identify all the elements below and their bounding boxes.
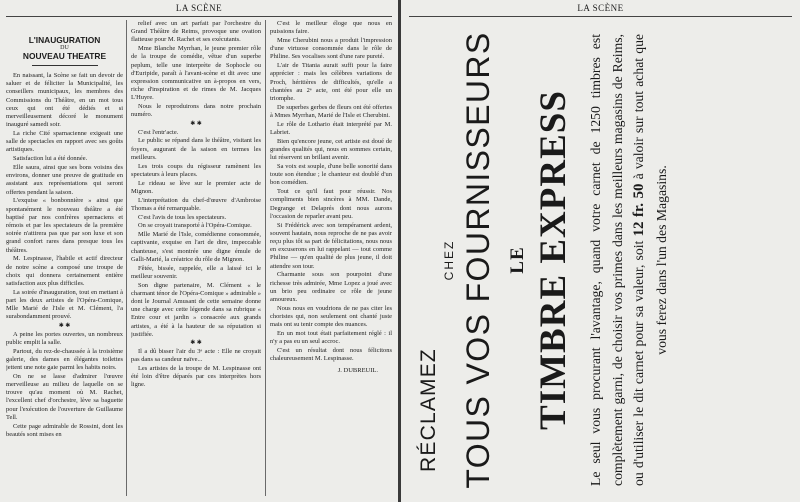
timbre-express-advertisement: [411, 22, 791, 498]
article-paragraph: M. Lespinasse, l'habile et actif directeur de notre scène a composé une troupe de choix qui donnera certainement entière satisfaction aux plus difficiles.: [6, 255, 123, 288]
article-paragraph: Le public se répand dans le théâtre, visitant les foyers, augurant de la saison en termes les meilleurs.: [131, 137, 261, 161]
column-rule: [126, 20, 127, 496]
article-paragraph: En naissant, la Scène se fait un devoir de saluer et de féliciter la Municipalité, les conseillers municipaux, les membres des Commissions du Théâtre, en un mot tous ceux qui ont été dédiés et si merveilleusement décoré le monument inauguré samedi soir.: [6, 72, 123, 129]
article-paragraph: Elle saura, ainsi que ses bons voisins des environs, donner une preuve de gratitude en assistant aux représentations qui seront offertes pendant la saison.: [6, 164, 123, 196]
article-paragraph: Il a dû bisser l'air du 3ᵉ acte : Elle ne croyait pas dans sa candeur naïve...: [131, 348, 261, 364]
article-paragraph: Mme Blanche Myrrhan, le jeune premier rôle de la troupe de comédie, vêtue d'un superbe peplum, telle une interprète de Sophocle ou d'Euripide, paraît à l'avant-scène et dit avec une expression communicative un à-propos en vers, riche d'inspiration et de rimes de M. Jacques L'Huyre.: [131, 45, 261, 102]
article-paragraph: relief avec un art parfait par l'orchestre du Grand Théâtre de Reims, provoque une ovation flatteuse pour M. Rachet et ses exécutants.: [131, 20, 261, 44]
article-paragraph: On se croyait transporté à l'Opéra-Comique.: [138, 222, 252, 230]
left-page: [0, 0, 398, 502]
article-paragraph: De superbes gerbes de fleurs ont été offertes à Mmes Myrrhan, Marié de l'Isle et Cherubini.: [270, 103, 392, 120]
article-paragraph: Nous nous en voudrions de ne pas citer les choristes qui, non seulement ont chanté juste mais ont su tenir compte des nuances.: [270, 304, 392, 329]
article-paragraph: C'est le meilleur éloge que nous en puissions faire.: [270, 20, 392, 36]
article-paragraph: La riche Cité sparnacienne exigeait une salle de spectacles en rapport avec ses goûts artistiques.: [6, 130, 123, 154]
article-title-2: NOUVEAU THEATRE: [22, 51, 107, 61]
article-paragraph: C'est l'avis de tous les spectateurs.: [138, 213, 227, 221]
article-paragraph: Mme Cherubini nous a produit l'impression d'une virtuose consommée dans le rôle de Philine. Ses vocalises sont d'une rare pureté.: [270, 37, 392, 61]
title-rule: [32, 65, 98, 66]
article-title-du: DU: [60, 45, 69, 51]
article-paragraph: Sa voix est souple, d'une belle sonorité dans toute son étendue ; le chanteur est doublé d'un bon comédien.: [270, 163, 392, 187]
article-paragraph: Les trois coups du régisseur ramènent les spectateurs à leurs places.: [131, 162, 261, 178]
header-rule: [409, 16, 792, 17]
ad-body-text: [585, 34, 672, 486]
article-paragraph: Cette page admirable de Rossini, dont les beautés sont mises en: [6, 422, 123, 438]
article-paragraph: Si Frédérick avec son tempérament ardent, souvent hautain, nous reproche de ne pas avoir reçu plus tôt sa part de félicitations, nous nous en excuserons en lui rappelant — tout comme Philine — qu'en qualité de plus jeune, il doit attendre son tour.: [270, 221, 392, 270]
column-rule: [265, 20, 266, 496]
article-paragraph: En un mot tout était parfaitement réglé : il n'y a pas eu un seul accroc.: [270, 330, 392, 346]
advertisement-rotated-block: [415, 26, 787, 494]
ad-body-amount: 12 fr. 50: [631, 183, 647, 237]
article-title: L'INAUGURATION: [28, 35, 101, 45]
section-stars: ✱ ✱: [58, 322, 71, 329]
article-paragraph: L'exquise « bonbonnière » ainsi que spontanément le nouveau théâtre a été baptisé par nos confrères spernaciens et rémois et par les spectateurs de la première soirée n'attirera pas que par son luxe et son grand confort rares dans presque tous les théâtres.: [6, 197, 123, 254]
article-paragraph: Mlle Marié de l'Isle, comédienne consommée, captivante, exquise en l'art de dire, impeccable chanteuse, s'est montrée une digne émule de Galli-Marié, la créatrice du rôle de Mignon.: [131, 231, 261, 263]
article-col2-body: [131, 20, 261, 390]
section-stars: ✱ ✱: [190, 340, 202, 347]
ad-fournisseurs: TOUS VOS FOURNISSEURS: [460, 31, 496, 489]
article-paragraph: L'air de Titania aurait suffi pour la faire apprécier : mais les célèbres variations de Proch, héritières de difficultés, qu'elle a chantées au 2ᵉ acte, ont été pour elle un triomphe.: [270, 62, 392, 103]
ad-timbre-express: TIMBRE EXPRESS: [533, 90, 574, 430]
article-paragraph: Le rôle de Lothario était interprété par M. Labriet.: [270, 120, 392, 137]
article-paragraph: Bien qu'encore jeune, cet artiste est doué de grandes qualités qui, nous en sommes certain, lui réservent un brillant avenir.: [270, 137, 392, 162]
article-paragraph: Le rideau se lève sur le premier acte de Mignon.: [131, 179, 261, 195]
article-paragraph: On ne se lasse d'admirer l'œuvre merveilleuse au milieu de laquelle on se trouve qu'au moment où M. Rachet, l'excellent chef d'orchestre, lève sa baguette pour l'exécution de l'ouverture de Guillaume Tell.: [6, 372, 123, 421]
article-paragraph: Les artistes de la troupe de M. Lespinasse ont été loin d'être déparés par ces interprètes hors ligne.: [131, 365, 261, 389]
article-paragraph: Satisfaction lui a été donnée.: [13, 155, 88, 163]
article-paragraph: C'est un résultat dont nous félicitons chaleureusement M. Lespinasse.: [270, 347, 392, 363]
ad-body-part-a: Le seul vous procurant l'avantage, quand votre carnet de 1250 timbres est complètement garni, de choisir vos primes dans les meilleurs magasins de Reims, ou d'utiliser le dit carnet pour sa valeur, soit: [588, 34, 646, 486]
article-paragraph: Tout ce qu'il faut pour réussir. Nos compliments bien sincères à MM. Dande, Degrange et Delaprés dont nous aurons l'occasion de reparler avant peu.: [270, 188, 392, 220]
article-paragraph: Partout, du rez-de-chaussée à la troisième galerie, des dames en élégantes toilettes jettent une note gaie parmi les habits noirs.: [6, 347, 123, 372]
article-paragraph: C'est l'entr'acte.: [138, 128, 179, 136]
article-paragraph: Fêtée, bissée, rappelée, elle a laissé ici le meilleur souvenir.: [131, 264, 261, 280]
ad-chez: CHEZ: [442, 239, 456, 281]
running-head-left: LA SCÈNE: [175, 3, 223, 13]
article-paragraph: Son digne partenaire, M. Clément « le charmant ténor de l'Opéra-Comique » admirable » dont le Journal Amusant de cette semaine donne une charge avec cette légende dans sa rubrique « Entre cour et jardin » consacrée aux grands artistes, a été à la hauteur de sa réputation si justifiée.: [131, 281, 261, 338]
ad-body-part-b: à valoir sur tout achat que vous ferez dans l'un des Magasins.: [631, 33, 669, 355]
ad-reclamez: RÉCLAMEZ: [417, 348, 440, 472]
article-paragraph: Nous le reproduirons dans notre prochain numéro.: [131, 103, 261, 119]
article-signature: J. DUBREUIL.: [337, 367, 378, 375]
ad-le: LE: [507, 246, 528, 274]
article-column-3: [270, 20, 392, 502]
right-page: [401, 0, 800, 502]
section-stars: ✱ ✱: [190, 120, 202, 127]
article-column-1: [6, 20, 123, 502]
article-paragraph: A peine les portes ouvertes, un nombreux public emplit la salle.: [6, 330, 123, 346]
article-column-2: [131, 20, 261, 502]
article-paragraph: L'interprétation du chef-d'œuvre d'Ambroise Thomas a été remarquable.: [131, 196, 261, 212]
article-paragraph: Charmante sous son pourpoint d'une richesse très admirée, Mme Lopez a joué avec un brio peu ordinaire ce rôle de jeune amoureux.: [270, 271, 392, 304]
running-head-right: LA SCÈNE: [577, 3, 624, 13]
article-col1-body: [6, 72, 123, 439]
article-col3-body: [270, 20, 392, 363]
header-rule: [6, 16, 392, 17]
article-paragraph: La soirée d'inauguration, tout en mettant à part les deux artistes de l'Opéra-Comique, Mlle Marié de l'Isle et M. Clément, l'a surabondamment prouvé.: [6, 288, 123, 321]
